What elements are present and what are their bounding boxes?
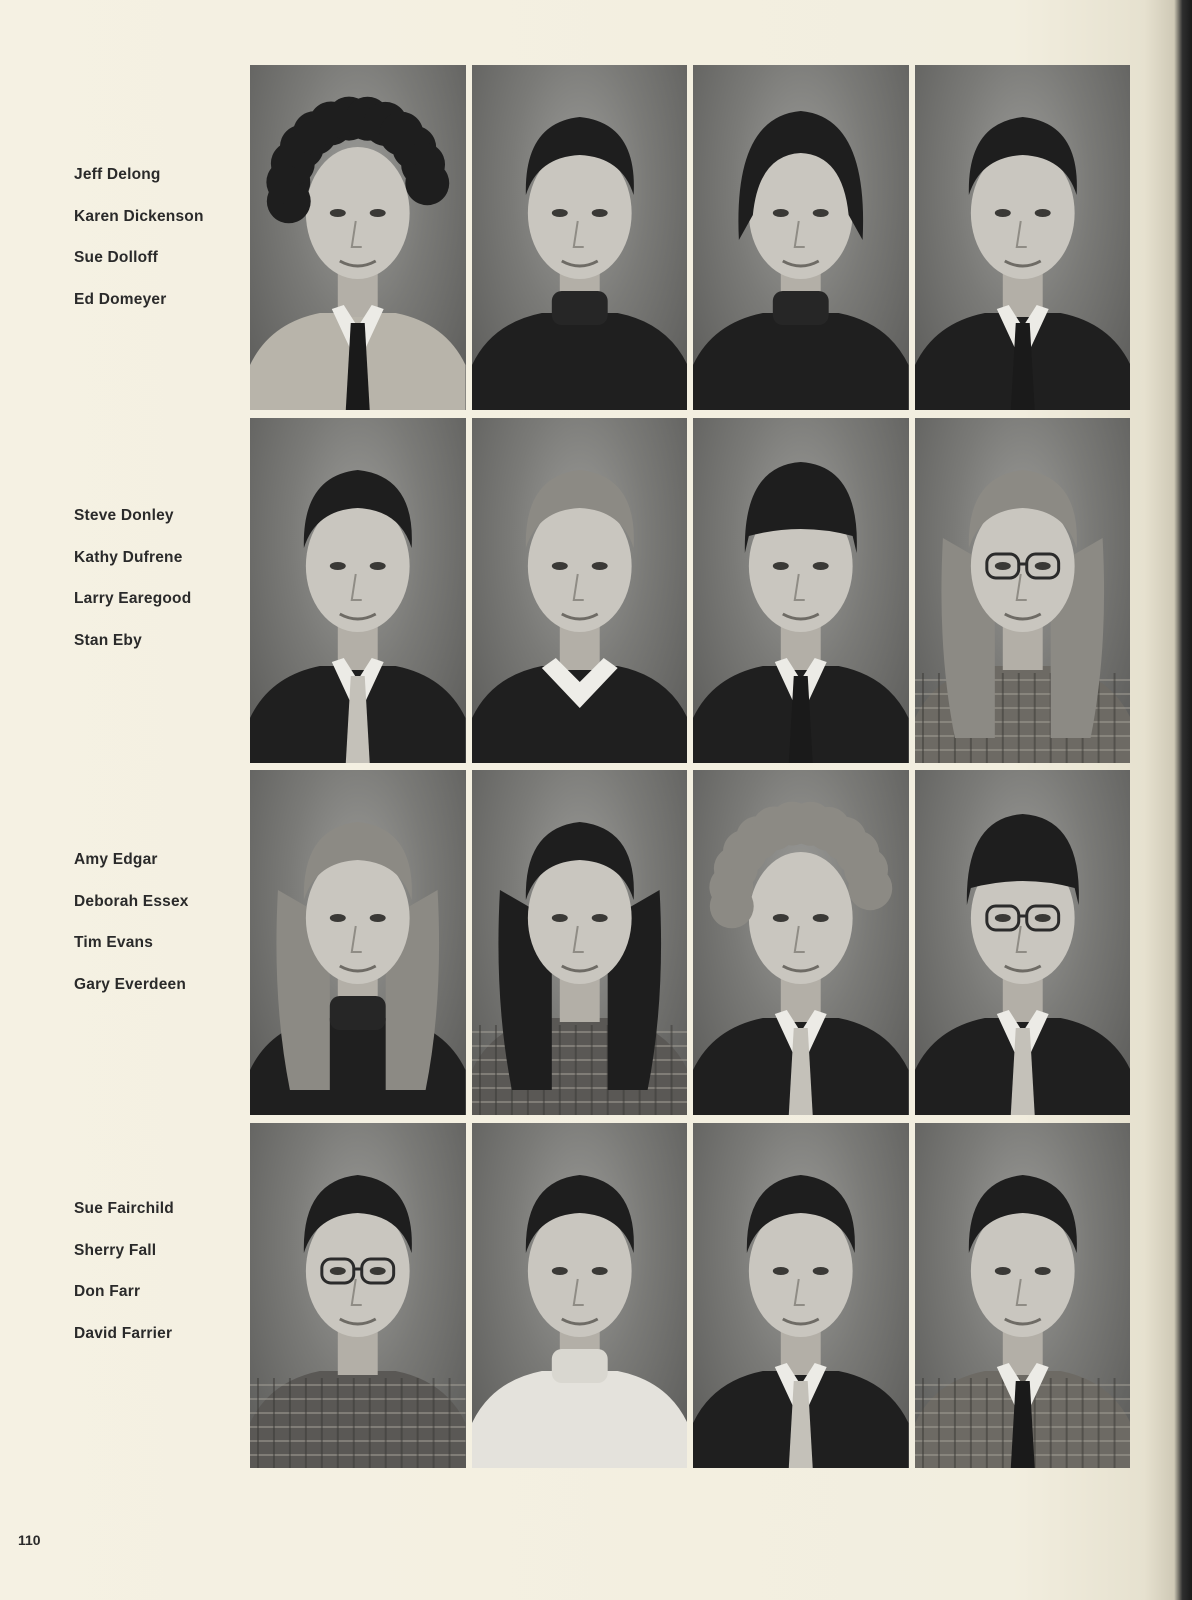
portrait-silhouette	[250, 1123, 466, 1468]
name-list	[74, 495, 244, 661]
portrait-silhouette	[693, 1123, 909, 1468]
student-name: David Farrier	[74, 1324, 173, 1342]
photo-strip	[250, 418, 1130, 763]
student-portrait	[250, 418, 466, 763]
portrait-silhouette	[250, 418, 466, 763]
portrait-silhouette	[915, 65, 1131, 410]
student-name: Sue Dolloff	[74, 249, 158, 266]
student-portrait	[472, 1123, 688, 1468]
student-portrait	[693, 770, 909, 1115]
student-name: Jeff Delong	[74, 166, 161, 183]
portrait-silhouette	[693, 418, 909, 763]
student-portrait	[693, 65, 909, 410]
student-portrait	[915, 1123, 1131, 1468]
student-name: Tim Evans	[74, 934, 154, 951]
student-name: Kathy Dufrene	[74, 548, 183, 566]
student-portrait	[693, 418, 909, 763]
student-portrait	[915, 770, 1131, 1115]
student-name: Deborah Essex	[74, 892, 189, 910]
student-name: Larry Earegood	[74, 590, 192, 607]
student-name: Karen Dickenson	[74, 207, 204, 225]
student-name: Amy Edgar	[74, 851, 158, 868]
student-name: Stan Eby	[74, 631, 142, 649]
portrait-silhouette	[472, 418, 688, 763]
portrait-row	[0, 770, 1192, 1115]
student-name: Don Farr	[74, 1283, 141, 1300]
student-name: Sherry Fall	[74, 1241, 157, 1259]
portrait-silhouette	[250, 65, 466, 410]
photo-strip	[250, 770, 1130, 1115]
portrait-silhouette	[472, 1123, 688, 1468]
student-portrait	[472, 770, 688, 1115]
student-portrait	[472, 418, 688, 763]
portrait-row	[0, 1123, 1192, 1468]
portrait-silhouette	[472, 770, 688, 1115]
student-name: Ed Domeyer	[74, 290, 167, 308]
student-portrait	[915, 418, 1131, 763]
student-portrait	[915, 65, 1131, 410]
page-number: 110	[18, 1532, 41, 1548]
photo-strip	[250, 65, 1130, 410]
student-portrait	[250, 770, 466, 1115]
student-name: Steve Donley	[74, 507, 174, 524]
portrait-silhouette	[472, 65, 688, 410]
student-portrait	[250, 1123, 466, 1468]
student-name: Sue Fairchild	[74, 1200, 174, 1217]
name-list	[74, 839, 244, 1005]
portrait-row	[0, 418, 1192, 763]
student-name: Gary Everdeen	[74, 975, 187, 993]
portrait-silhouette	[915, 770, 1131, 1115]
portrait-silhouette	[693, 770, 909, 1115]
portrait-silhouette	[915, 1123, 1131, 1468]
portrait-silhouette	[250, 770, 466, 1115]
name-list	[74, 154, 244, 320]
name-list	[74, 1188, 244, 1354]
portrait-row	[0, 65, 1192, 410]
portrait-silhouette	[693, 65, 909, 410]
student-portrait	[472, 65, 688, 410]
student-portrait	[693, 1123, 909, 1468]
portrait-silhouette	[915, 418, 1131, 763]
student-portrait	[250, 65, 466, 410]
photo-strip	[250, 1123, 1130, 1468]
